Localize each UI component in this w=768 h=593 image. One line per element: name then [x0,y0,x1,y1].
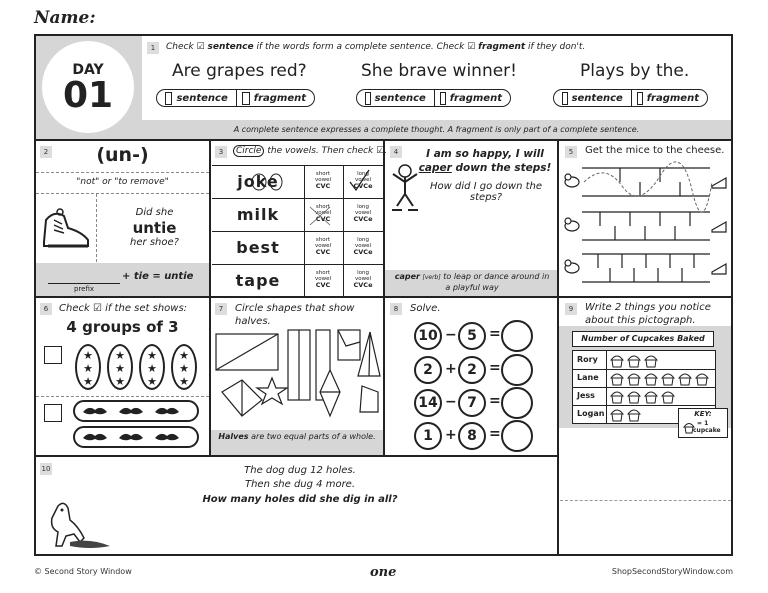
svg-text:★: ★ [115,349,125,362]
q2-question-a: Did she [135,207,174,218]
sentence-checkbox[interactable] [165,92,172,105]
cupcake-icon [662,374,674,385]
cupcake-icon [662,392,674,403]
svg-text:★: ★ [147,362,157,375]
row-label: Lane [577,373,599,382]
col-divider [383,140,385,456]
short-vowel-option[interactable]: short vowel CVC [314,237,332,256]
q4-sentence-b: caper down the steps! [418,162,552,174]
operator: − [445,327,457,343]
key-unit: cupcake [693,427,721,434]
prefix-heading: (un-) [96,144,149,166]
digging-dog-icon [40,498,112,552]
set-a-checkbox[interactable] [44,346,62,364]
addend-a: 1 [414,422,442,450]
q1-instruction: Check ☑ sentence if the words form a complete sentence. Check ☑ fragment if they don't. [166,42,586,52]
key-label: KEY: [694,410,712,418]
shoe-icon [40,202,92,254]
name-label: Name: [34,8,96,28]
halves-shapes[interactable] [212,328,382,428]
cupcake-icon [628,374,640,385]
fragment-checkbox[interactable] [637,92,643,105]
q4-definition: caper [verb] to leap or dance around in a playful way [394,272,550,292]
svg-text:★: ★ [83,375,93,388]
svg-text:★: ★ [179,349,189,362]
cupcake-icon [696,374,708,385]
sentence-label: sentence [374,92,426,104]
cross-mark-icon [306,203,334,229]
short-vowel-option[interactable]: short vowel CVC [314,171,332,190]
question-number: 5 [565,146,577,158]
addend-b: 2 [458,356,486,384]
addend-b: 7 [458,389,486,417]
fragment-checkbox[interactable] [242,92,249,105]
sample-vowel-circles [240,171,300,193]
copyright: © Second Story Window [34,567,132,576]
fragment-label: fragment [646,92,699,104]
prefix-blank-label: prefix [73,285,95,293]
equals: = [489,426,501,442]
vowel-row [212,231,383,265]
long-vowel-option[interactable]: long vowel CVCe [353,171,373,190]
vowel-word: joke [237,172,279,191]
cupcake-icon [645,392,657,403]
q4-sentence-a: I am so happy, I will [426,148,544,160]
q5-instruction: Get the mice to the cheese. [585,145,725,156]
sentence-checkbox[interactable] [562,92,568,105]
operator: + [445,361,457,377]
addend-a: 2 [414,356,442,384]
q4-question: How did I go down the steps? [430,181,542,203]
writing-line[interactable] [560,500,731,501]
mouse-maze[interactable] [560,160,730,294]
page-number: one [370,565,397,580]
q1-options-1 [156,89,315,107]
operator: − [445,394,457,410]
vowel-word: best [236,238,280,257]
q2-question-b: her shoe? [130,237,179,248]
addend-a: 14 [414,389,442,417]
long-vowel-option[interactable]: long vowel CVCe [353,270,373,289]
answer-circle[interactable] [501,420,533,452]
fragment-label: fragment [449,92,502,104]
svg-text:★: ★ [83,362,93,375]
q3-instruction: Circle the vowels. Then check ☑. [233,146,387,156]
question-number: 1 [147,42,159,54]
q1-options-3 [553,89,708,107]
q7-instruction: Circle shapes that show halves. [235,303,355,327]
cupcake-icon [628,392,640,403]
pictograph-title: Number of Cupcakes Baked [572,331,714,347]
cupcake-icon [628,410,640,421]
key-value: = 1 [697,420,709,427]
cupcake-icon [645,374,657,385]
q1-note: A complete sentence expresses a complete thought. A fragment is only part of a complete sentence. [142,120,731,139]
prefix-meaning: "not" or "to remove" [76,177,169,187]
row-label: Logan [577,409,605,418]
day-number: 01 [62,75,114,116]
svg-text:★: ★ [147,349,157,362]
pictograph-key [678,408,728,438]
question-number: 9 [565,303,577,315]
dashed-divider [36,172,209,173]
question-number: 4 [390,146,402,158]
cupcake-icon [679,374,691,385]
equals: = [489,326,501,342]
set-b-checkbox[interactable] [44,404,62,422]
fragment-label: fragment [253,92,307,104]
star-icons [75,344,199,390]
cupcake-icon [611,392,623,403]
q1-item-3: Plays by the. [580,61,690,81]
q6-instruction: Check ☑ if the set shows: [59,303,188,314]
sentence-label: sentence [571,92,623,104]
dancing-kid-icon [388,162,422,214]
long-vowel-option[interactable]: long vowel CVCe [353,237,373,256]
equals: = [489,393,501,409]
cupcake-icon [645,356,657,367]
question-number: 3 [215,146,227,158]
addend-a: 10 [414,322,442,350]
question-number: 6 [40,303,52,315]
day-label: DAY [72,62,104,78]
vowel-word: milk [236,205,280,224]
svg-text:★: ★ [179,375,189,388]
q6-target: 4 groups of 3 [66,318,179,336]
dashed-divider [36,193,209,194]
svg-text:★: ★ [147,375,157,388]
addend-b: 5 [458,322,486,350]
cupcake-icon [611,410,623,421]
sentence-label: sentence [176,92,228,104]
row-divider [34,455,558,457]
svg-text:★: ★ [115,375,125,388]
cupcake-icon [628,356,640,367]
q2-equation: + tie = untie [122,271,194,282]
q10-question: How many holes did she dig in all? [202,494,398,505]
mustache-icons [73,400,199,448]
vowel-row [212,264,383,297]
long-vowel-option[interactable]: long vowel CVCe [353,204,373,223]
question-number: 10 [41,465,51,473]
short-vowel-option[interactable]: short vowel CVC [314,270,332,289]
dashed-divider [96,194,97,262]
svg-text:★: ★ [83,349,93,362]
check-mark-icon [347,168,371,194]
operator: + [445,427,457,443]
answer-circle[interactable] [501,354,533,386]
q8-instruction: Solve. [410,303,441,314]
svg-text:★: ★ [115,362,125,375]
vowel-row [212,198,383,232]
fragment-checkbox[interactable] [440,92,446,105]
q10-line-1: The dog dug 12 holes. [244,465,356,476]
question-number: 2 [40,146,52,158]
col-divider [209,140,211,456]
q7-note: Halves are two equal parts of a whole. [211,430,383,455]
row-label: Jess [577,391,595,400]
svg-text:★: ★ [179,362,189,375]
prefix-blank[interactable] [48,283,120,284]
question-number: 7 [215,303,227,315]
website[interactable]: ShopSecondStoryWindow.com [611,567,733,576]
q1-item-2: She brave winner! [361,61,517,81]
q9-instruction: Write 2 things you notice about this pictograph. [585,302,711,326]
vowel-word: tape [235,271,281,290]
cupcake-icon [611,374,623,385]
answer-circle[interactable] [501,320,533,352]
short-vowel-option[interactable]: short vowel CVC [314,204,332,223]
q1-options-2 [356,89,511,107]
question-number: 8 [390,303,402,315]
q1-item-1: Are grapes red? [172,61,307,81]
equals: = [489,360,501,376]
cupcake-icon [611,356,623,367]
q10-line-2: Then she dug 4 more. [244,479,356,490]
answer-circle[interactable] [501,387,533,419]
addend-b: 8 [458,422,486,450]
q2-word: untie [132,219,177,237]
day-badge [42,41,134,133]
sentence-checkbox[interactable] [365,92,371,105]
dashed-divider [36,396,209,397]
row-label: Rory [577,355,598,364]
